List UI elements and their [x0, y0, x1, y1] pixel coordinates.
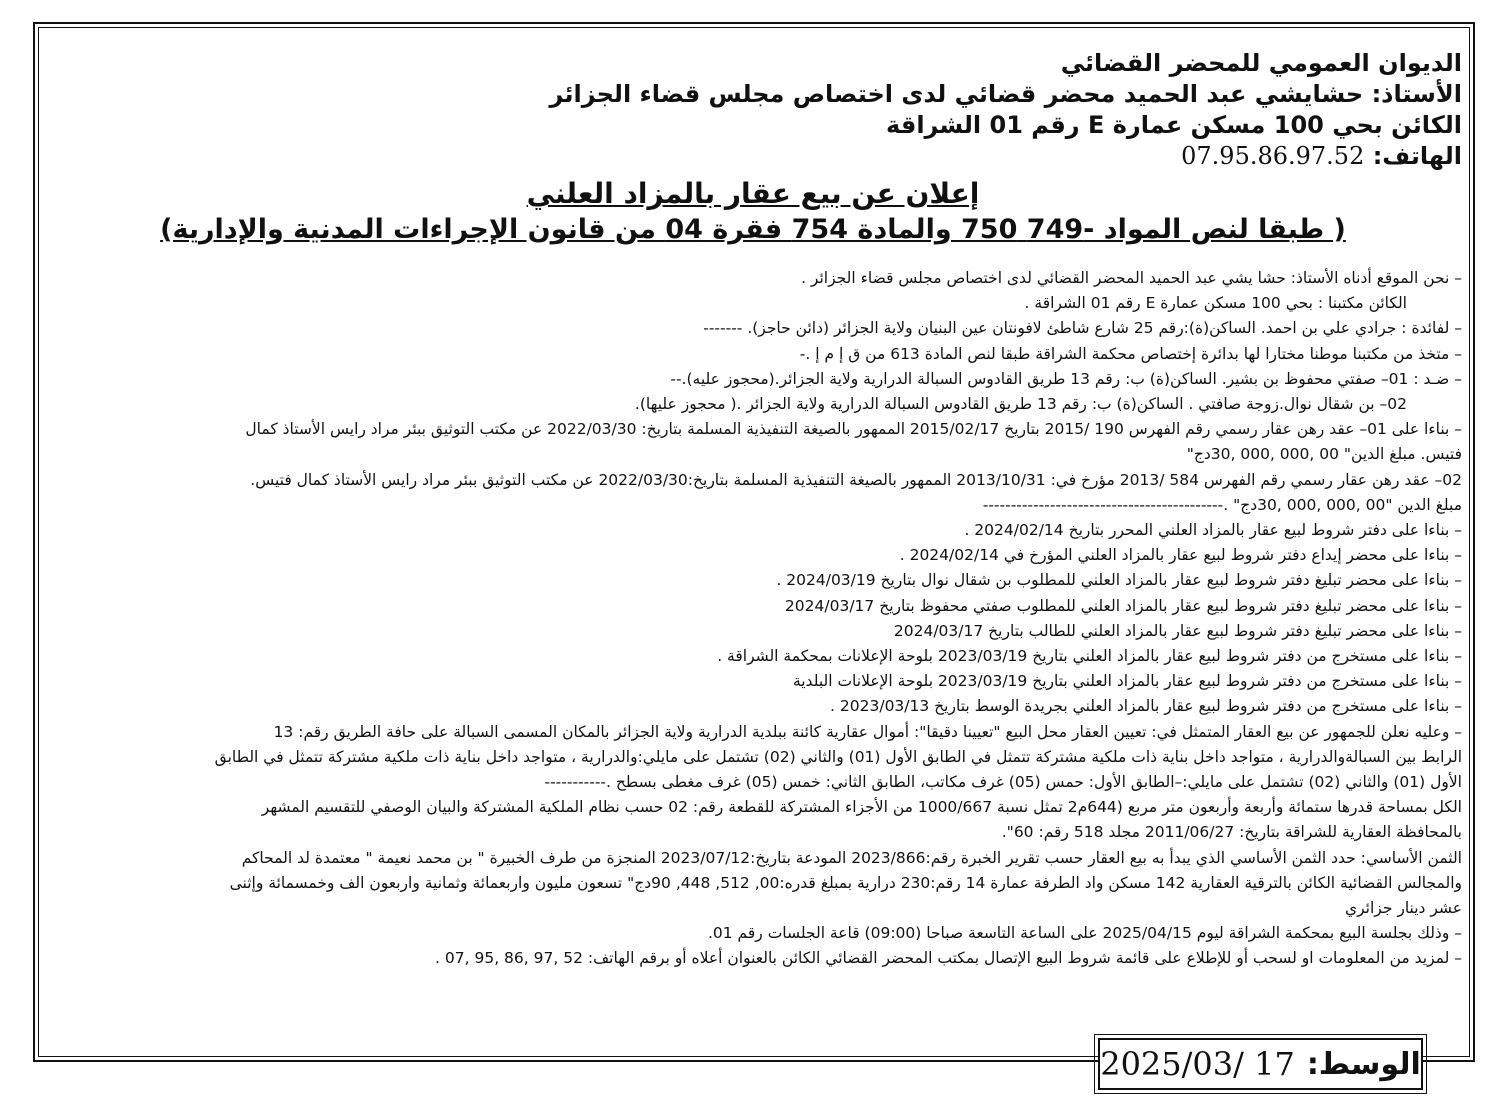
body-line: – لفائدة : جرادي علي بن احمد. الساكن(ة):رقم 25 شارع شاطئ لافونتان عين البنيان ولاية الجزائر (دائن حاجز). -------	[703, 319, 1462, 338]
letterhead	[162, 48, 1462, 172]
office-address: الكائن بحي 100 مسكن عمارة E رقم 01 الشراقة	[886, 111, 1462, 139]
newspaper-label: الوسط:	[1306, 1046, 1421, 1082]
body-line: فتيس. مبلغ الدين" 00 ,000 ,000 ,30دج"	[1186, 445, 1462, 464]
publication-date: 2025/03/ 17	[1100, 1045, 1295, 1083]
body-line: 02– بن شقال نوال.زوجة صافتي . الساكن(ة) ب: رقم 13 طريق القادوس السبالة الدرارية ولاية الجزائر .( محجوز عليها).	[634, 395, 1407, 414]
phone-number: 07.95.86.97.52	[1181, 142, 1365, 170]
body-line: الأول (01) والثاني (02) تشتمل على مايلي:–الطابق الأول: حمس (05) غرف مكاتب، الطابق الثاني: خمس (05) غرف مغطى بسطح .-----------	[544, 773, 1462, 792]
body-line: عشر دينار جزائري	[1344, 899, 1462, 918]
body-line: والمجالس القضائية الكائن بالترقية العقارية 142 مسكن واد الطرفة عمارة 14 رقم:230 درارية بمبلغ قدره:00, 512, 448, 90دج" تسعون مليون واربعمائة وثمانية واربعون الف وخمسمائة وإثنى	[229, 873, 1462, 892]
body-line: الكائن مكتبنا : بحي 100 مسكن عمارة E رقم 01 الشراقة .	[1024, 294, 1407, 313]
body-line: – بناءا على مستخرج من دفتر شروط لبيع عقار بالمزاد العلني بجريدة الوسط بتاريخ 2023/03/13 .	[830, 697, 1462, 716]
bailiff-name: الأستاذ: حشايشي عبد الحميد محضر قضائي لدى اختصاص مجلس قضاء الجزائر	[549, 80, 1462, 108]
body-line: – وذلك بجلسة البيع بمحكمة الشراقة ليوم 2025/04/15 على الساعة التاسعة صباحا (09:00) قاعة الجلسات رقم 01.	[707, 924, 1462, 943]
body-line: – نحن الموقع أدناه الأستاذ: حشا يشي عبد الحميد المحضر القضائي لدى اختصاص مجلس قضاء الجزائر .	[801, 269, 1462, 287]
body-line: الكل بمساحة قدرها ستمائة وأربعة وأربعون متر مربع (644م2 تمثل نسبة 1000/667 من الأجزاء المشتركة للقطعة رقم: 02 حسب نظام الملكية المشتركة والبيان الوصفي للتقسيم المشهر	[261, 798, 1462, 817]
body-line: – بناءا على 01– عقد رهن عقار رسمي رقم الفهرس 190 /2015 بتاريخ 2015/02/17 الممهور بالصيغة التنفيذية المسلمة بتاريخ: 2022/03/30 عن مكتب التوثيق ببئر مراد رايس الأستاذ كمال	[245, 420, 1462, 439]
body-line: الثمن الأساسي: حدد الثمن الأساسي الذي يبدأ به بيع العقار حسب تقرير الخبرة رقم:2023/866 المودعة بتاريخ:2023/07/12 المنجزة من طرف الخبيرة " بن محمد نعيمة " معتمدة لد المحاكم	[241, 848, 1462, 867]
body-line: الرابط بين السبالةوالدرارية ، متواجد داخل بناية ذات ملكية مشتركة تتمثل في الطابق الأول (01) والثاني (02) تشتمل على مايلي:والدرارية ، متواجد داخل بناية ذات ملكية مشتركة تتمثل في الطابق	[214, 747, 1462, 766]
body-line: – ضـد : 01– صفتي محفوظ بن بشير. الساكن(ة) ب: رقم 13 طريق القادوس السبالة الدرارية ولاية الجزائر.(محجوز عليه).--	[670, 369, 1462, 388]
phone-line	[162, 141, 1462, 172]
body-line: – بناءا على محضر تبليغ دفتر شروط لبيع عقار بالمزاد العلني للمطلوب بن شقال نوال بتاريخ 2024/03/19 .	[776, 571, 1462, 590]
body-line: – بناءا على محضر تبليغ دفتر شروط لبيع عقار بالمزاد العلني للطالب بتاريخ 2024/03/17	[893, 621, 1462, 640]
body-line: – بناءا على دفتر شروط لبيع عقار بالمزاد العلني المحرر بتاريخ 2024/02/14 .	[964, 521, 1462, 540]
body-line: – لمزيد من المعلومات او لسحب أو للإطلاع على قائمة شروط البيع الإتصال بمكتب المحضر القضائي الكائن بالعنوان أعلاه أو برقم الهاتف: 52 ,97 ,86 ,95 ,07 .	[435, 949, 1462, 968]
announcement-body	[52, 266, 1462, 972]
body-line: – بناءا على محضر تبليغ دفتر شروط لبيع عقار بالمزاد العلني للمطلوب صفتي محفوظ بتاريخ 2024/03/17	[784, 596, 1462, 615]
announcement-subtitle: ( طبقا لنص المواد -749 750 والمادة 754 فقرة 04 من قانون الإجراءات المدنية والإدارية)	[160, 214, 1346, 245]
publication-stamp	[1098, 1038, 1423, 1090]
body-line: – متخذ من مكتبنا موطنا مختارا لها بدائرة إختصاص محكمة الشراقة طبقا لنص المادة 613 من ق إ م إ .-	[799, 344, 1462, 363]
body-line: – وعليه نعلن للجمهور عن بيع العقار المتمثل في: تعيين العقار محل البيع "تعيينا دقيقا": أموال عقارية كائنة ببلدية الدرارية ولاية الجزائر بالمكان المسمى السبالة على حافة الطريق رقم: 13	[273, 722, 1462, 741]
body-line: مبلغ الدين "00 ,000 ,000 ,30دج" .-------------------------------------------	[982, 495, 1462, 514]
announcement-title-text: إعلان عن بيع عقار بالمزاد العلني	[526, 177, 980, 210]
body-line: 02– عقد رهن عقار رسمي رقم الفهرس 584 /2013 مؤرخ في: 2013/10/31 الممهور بالصيغة التنفيذية المسلمة بتاريخ:2022/03/30 عن مكتب التوثيق ببئر مراد رايس الأستاذ كمال فتيس.	[250, 470, 1462, 489]
body-line: – بناءا على محضر إيداع دفتر شروط لبيع عقار بالمزاد العلني المؤرخ في 2024/02/14 .	[899, 546, 1462, 565]
body-line: – بناءا على مستخرج من دفتر شروط لبيع عقار بالمزاد العلني بتاريخ 2023/03/19 بلوحة الإعلانات بمحكمة الشراقة .	[717, 647, 1462, 666]
body-line: بالمحافظة العقارية للشراقة بتاريخ: 2011/06/27 مجلد 518 رقم: 60".	[1001, 823, 1462, 842]
body-line: – بناءا على مستخرج من دفتر شروط لبيع عقار بالمزاد العلني بتاريخ 2023/03/19 بلوحة الإعلانات البلدية	[792, 672, 1462, 691]
phone-label: الهاتف:	[1372, 142, 1462, 170]
announcement-title	[40, 176, 1466, 212]
office-name: الديوان العمومي للمحضر القضائي	[1060, 49, 1462, 77]
